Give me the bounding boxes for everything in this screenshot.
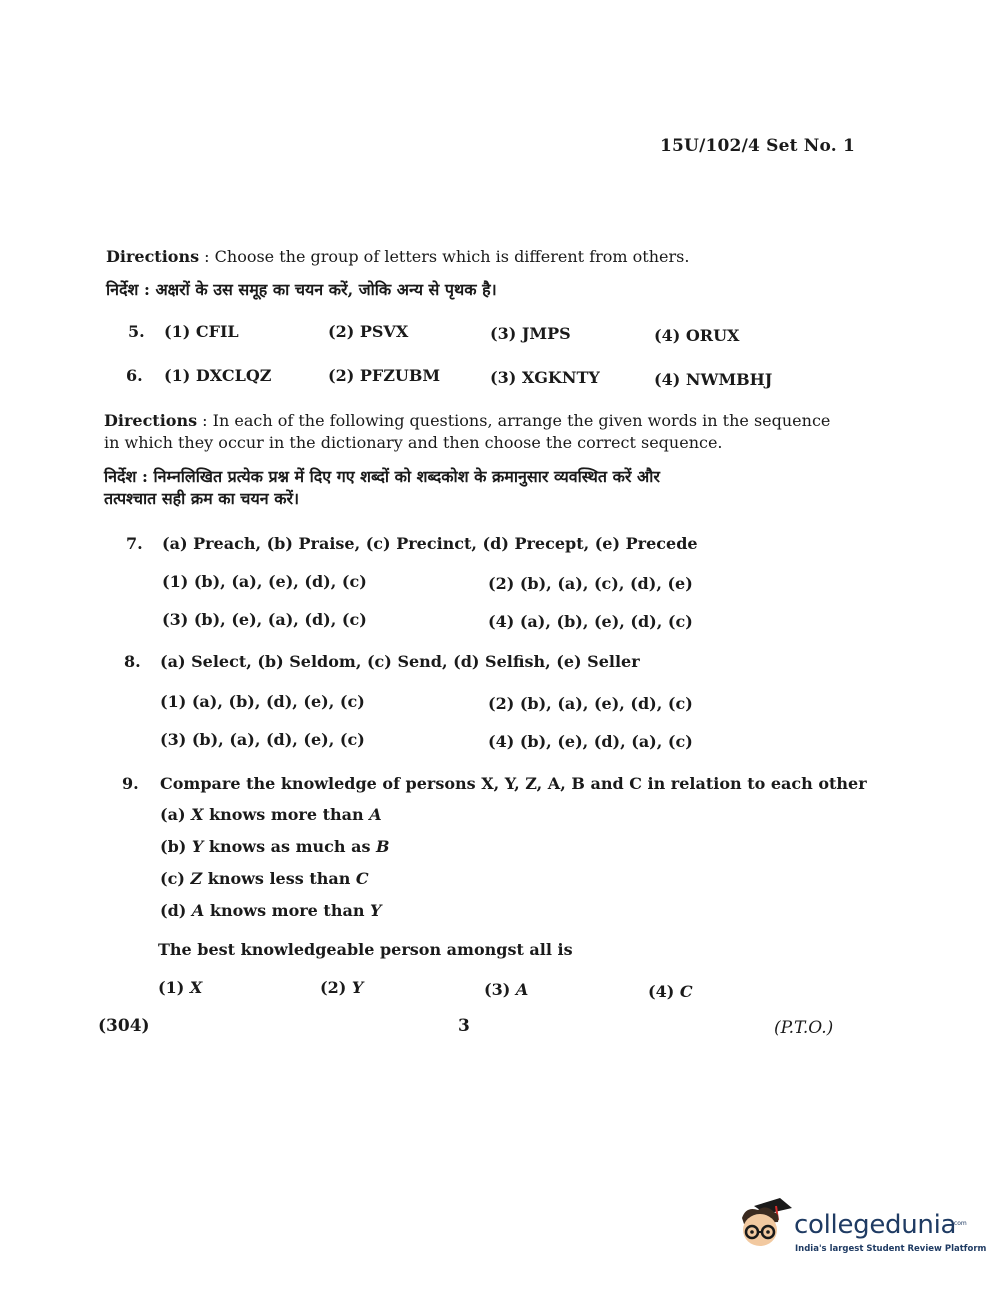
directions-2: [104, 410, 830, 432]
option-number: (4): [648, 982, 675, 1001]
statement-var2: Y: [370, 901, 382, 920]
statement-text: knows as much as: [203, 837, 377, 856]
question-8-option-2: (2) (b), (a), (e), (d), (c): [488, 694, 693, 713]
option-value: A: [515, 980, 529, 999]
paper-code: 15U/102/4 Set No. 1: [660, 136, 856, 156]
question-9-number: 9.: [122, 774, 139, 793]
question-8-number: 8.: [124, 652, 141, 671]
option-value: C: [679, 982, 693, 1001]
question-9-statement-a: [160, 805, 382, 824]
question-7-option-2: (2) (b), (a), (c), (d), (e): [488, 574, 693, 593]
directions-2-line1: : In each of the following questions, arrange the given words in the sequence: [197, 411, 831, 430]
question-5-number: 5.: [128, 322, 145, 341]
question-5-option-1: (1) CFIL: [164, 322, 239, 341]
statement-text: knows more than: [203, 805, 370, 824]
option-number: (1): [158, 978, 185, 997]
question-5-option-2: (2) PSVX: [328, 322, 409, 341]
question-6-number: 6.: [126, 366, 143, 385]
directions-2-label: Directions: [104, 411, 198, 430]
directions-1-label: Directions: [106, 247, 200, 266]
statement-var2: A: [369, 805, 382, 824]
question-9-option-1: [158, 978, 202, 997]
question-9-statement-c: [160, 869, 369, 888]
directions-2-line2: in which they occur in the dictionary and then choose the correct sequence.: [104, 433, 723, 452]
question-9-option-2: [320, 978, 363, 997]
watermark-tagline: India's largest Student Review Platform: [795, 1244, 987, 1254]
question-7-text: (a) Preach, (b) Praise, (c) Precinct, (d) Precept, (e) Precede: [162, 534, 698, 553]
statement-text: knows less than: [202, 869, 356, 888]
option-number: (3): [484, 980, 511, 999]
statement-label: (b): [160, 837, 187, 856]
statement-var: Y: [191, 837, 204, 856]
page-number: 3: [458, 1016, 470, 1036]
directions-1-text: : Choose the group of letters which is different from others.: [199, 247, 690, 266]
question-9-statement-d: [160, 901, 381, 920]
directions-1-hindi: निर्देश : अक्षरों के उस समूह का चयन करें, जोकि अन्य से पृथक है।: [106, 280, 497, 299]
question-5-option-3: (3) JMPS: [490, 324, 571, 343]
footer-code: (304): [98, 1016, 150, 1036]
question-8-option-3: (3) (b), (a), (d), (e), (c): [160, 730, 365, 749]
statement-label: (a): [160, 805, 186, 824]
question-8-option-4: (4) (b), (e), (d), (a), (c): [488, 732, 693, 751]
pto-label: (P.T.O.): [774, 1018, 834, 1038]
question-6-option-2: (2) PFZUBM: [328, 366, 441, 385]
watermark-suffix: .com: [952, 1220, 967, 1227]
statement-var2: C: [355, 869, 369, 888]
statement-var: Z: [190, 869, 203, 888]
statement-var: A: [191, 901, 205, 920]
question-9-option-3: [484, 980, 528, 999]
directions-2-hindi-line2: तत्पश्चात सही क्रम का चयन करें।: [104, 489, 300, 508]
question-9-statement-b: [160, 837, 390, 856]
question-7-option-1: (1) (b), (a), (e), (d), (c): [162, 572, 367, 591]
directions-1: [106, 246, 689, 268]
question-6-option-3: (3) XGKNTY: [490, 368, 600, 387]
question-9-prompt: The best knowledgeable person amongst all is: [158, 940, 573, 959]
question-9-option-4: [648, 982, 693, 1001]
question-8-option-1: (1) (a), (b), (d), (e), (c): [160, 692, 365, 711]
option-number: (2): [320, 978, 347, 997]
question-7-option-3: (3) (b), (e), (a), (d), (c): [162, 610, 367, 629]
statement-var2: B: [376, 837, 390, 856]
statement-label: (c): [160, 869, 185, 888]
option-value: X: [189, 978, 203, 997]
question-6-option-1: (1) DXCLQZ: [164, 366, 272, 385]
question-7-number: 7.: [126, 534, 143, 553]
question-9-text: Compare the knowledge of persons X, Y, Z, A, B and C in relation to each other: [160, 774, 867, 793]
statement-label: (d): [160, 901, 187, 920]
question-7-option-4: (4) (a), (b), (e), (d), (c): [488, 612, 693, 631]
question-6-option-4: (4) NWMBHJ: [654, 370, 773, 389]
watermark-brand: collegedunia: [794, 1210, 957, 1240]
statement-text: knows more than: [204, 901, 371, 920]
question-8-text: (a) Select, (b) Seldom, (c) Send, (d) Selfish, (e) Seller: [160, 652, 640, 671]
statement-var: X: [191, 805, 204, 824]
question-5-option-4: (4) ORUX: [654, 326, 740, 345]
directions-2-hindi-line1: निर्देश : निम्नलिखित प्रत्येक प्रश्न में दिए गए शब्दों को शब्दकोश के क्रमानुसार व्यवस्थित करें और: [104, 467, 660, 486]
option-value: Y: [351, 978, 364, 997]
